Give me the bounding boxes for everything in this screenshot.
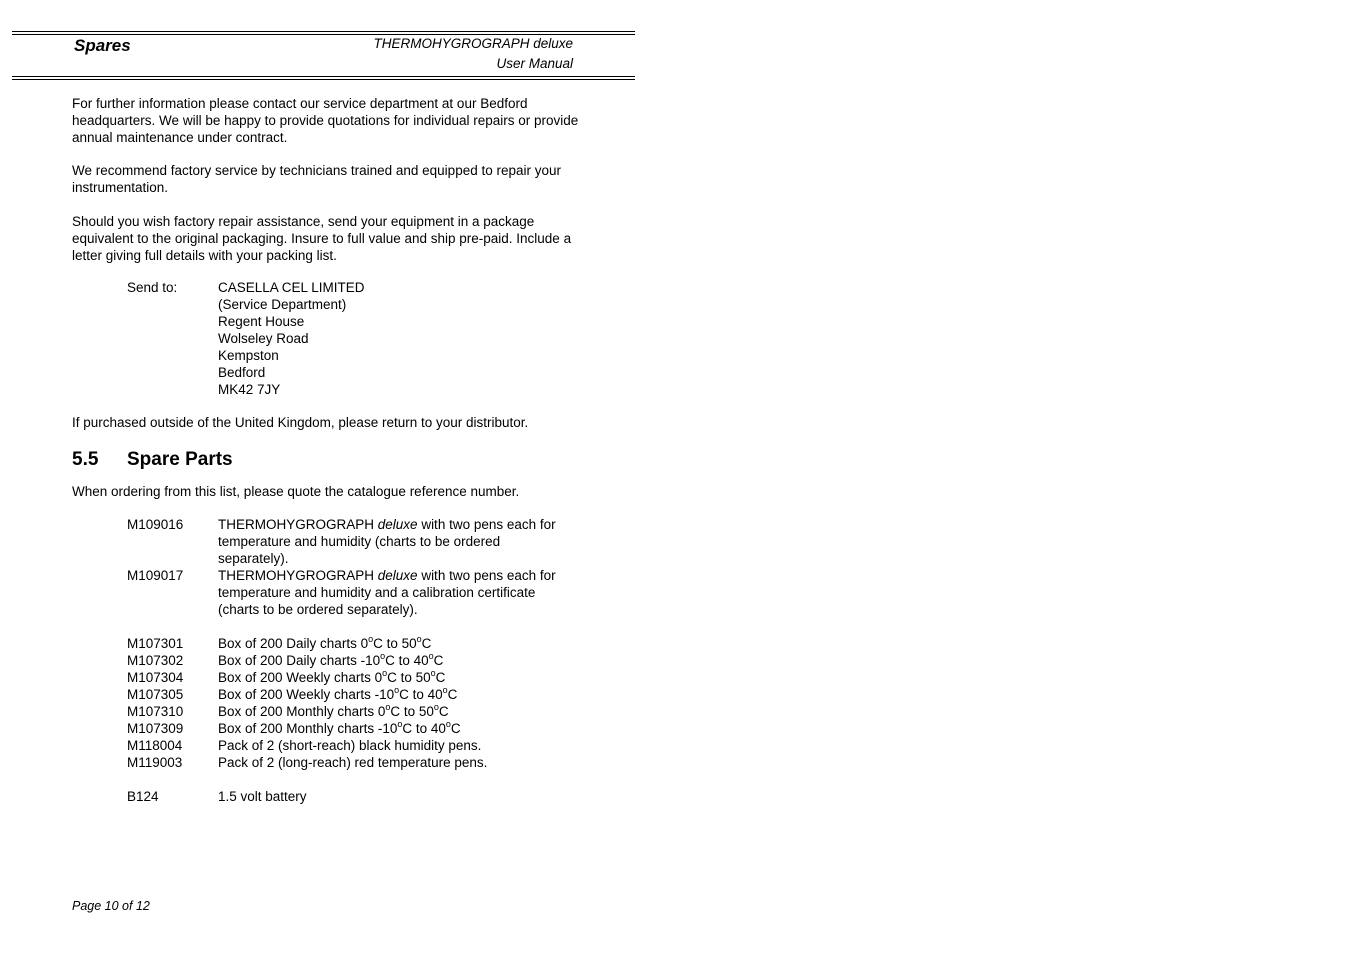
part-description: Pack of 2 (short-reach) black humidity pens. bbox=[218, 738, 482, 753]
part-code: M109017 bbox=[127, 568, 184, 583]
header-rule-top-2 bbox=[12, 34, 635, 35]
address-line: MK42 7JY bbox=[218, 382, 281, 397]
part-row bbox=[127, 754, 577, 771]
part-description: THERMOHYGROGRAPH deluxe with two pens each for temperature and humidity and a calibration certificate (charts to be ordered separately). bbox=[218, 568, 556, 617]
part-row bbox=[127, 720, 577, 737]
part-row bbox=[127, 703, 577, 720]
ordering-note: When ordering from this list, please quote the catalogue reference number. bbox=[72, 484, 520, 499]
address-line: Regent House bbox=[218, 314, 305, 329]
part-code: M107305 bbox=[127, 687, 184, 702]
intro-paragraph-2: We recommend factory service by technicians trained and equipped to repair your instrumentation. bbox=[72, 163, 562, 195]
intro-paragraph-3: Should you wish factory repair assistance, send your equipment in a package equivalent to the original packaging. Insure to full value and ship pre-paid. Include a letter giving full details with your packing list. bbox=[72, 214, 572, 263]
header-section-title: Spares bbox=[74, 36, 131, 55]
address-label: Send to: bbox=[127, 280, 178, 295]
part-description: Box of 200 Weekly charts -10$^o$C to 40$^o$C bbox=[218, 685, 458, 702]
page-number: Page 10 of 12 bbox=[72, 899, 150, 913]
intro-paragraph-1: For further information please contact our service department at our Bedford headquarters. We will be happy to provide quotations for individual repairs or provide annual maintenance under contract. bbox=[72, 96, 579, 145]
part-row bbox=[127, 567, 577, 618]
part-row bbox=[127, 635, 577, 652]
part-code: M107302 bbox=[127, 653, 184, 668]
section-number: 5.5 bbox=[72, 449, 99, 470]
header-rule-bottom-2 bbox=[12, 79, 635, 80]
part-code: B124 bbox=[127, 789, 159, 804]
part-row bbox=[127, 652, 577, 669]
part-description: Box of 200 Monthly charts 0$^o$C to 50$^o$C bbox=[218, 702, 449, 719]
part-row bbox=[127, 669, 577, 686]
part-code: M107304 bbox=[127, 670, 184, 685]
header-document-name: User Manual bbox=[496, 56, 573, 71]
header-product-name: THERMOHYGROGRAPH deluxe bbox=[373, 36, 573, 51]
address-line: Wolseley Road bbox=[218, 331, 309, 346]
address-line: CASELLA CEL LIMITED bbox=[218, 280, 365, 295]
header-rule-bottom-1 bbox=[12, 76, 635, 77]
address-line: Kempston bbox=[218, 348, 279, 363]
part-row bbox=[127, 686, 577, 703]
part-description: Box of 200 Daily charts 0$^o$C to 50$^o$C bbox=[218, 634, 432, 651]
part-row bbox=[127, 737, 577, 754]
part-code: M107301 bbox=[127, 636, 184, 651]
part-code: M119003 bbox=[127, 755, 183, 770]
part-description: Box of 200 Monthly charts -10$^o$C to 40$^o$C bbox=[218, 719, 461, 736]
part-description: 1.5 volt battery bbox=[218, 789, 307, 804]
part-description: THERMOHYGROGRAPH deluxe with two pens each for temperature and humidity (charts to be ordered separately). bbox=[218, 517, 556, 566]
part-code: M107309 bbox=[127, 721, 184, 736]
part-code: M107310 bbox=[127, 704, 184, 719]
part-row bbox=[127, 788, 577, 805]
section-title: Spare Parts bbox=[127, 449, 233, 470]
spare-parts-list bbox=[127, 516, 577, 805]
outside-uk-note: If purchased outside of the United Kingdom, please return to your distributor. bbox=[72, 415, 529, 430]
part-row bbox=[127, 516, 577, 567]
address-line: Bedford bbox=[218, 365, 266, 380]
part-code: M109016 bbox=[127, 517, 184, 532]
header-rule-top-1 bbox=[12, 31, 635, 32]
part-description: Box of 200 Weekly charts 0$^o$C to 50$^o$C bbox=[218, 668, 446, 685]
part-description: Box of 200 Daily charts -10$^o$C to 40$^o$C bbox=[218, 651, 444, 668]
address-line: (Service Department) bbox=[218, 297, 347, 312]
part-description: Pack of 2 (long-reach) red temperature pens. bbox=[218, 755, 488, 770]
address-block bbox=[218, 279, 365, 398]
part-code: M118004 bbox=[127, 738, 183, 753]
